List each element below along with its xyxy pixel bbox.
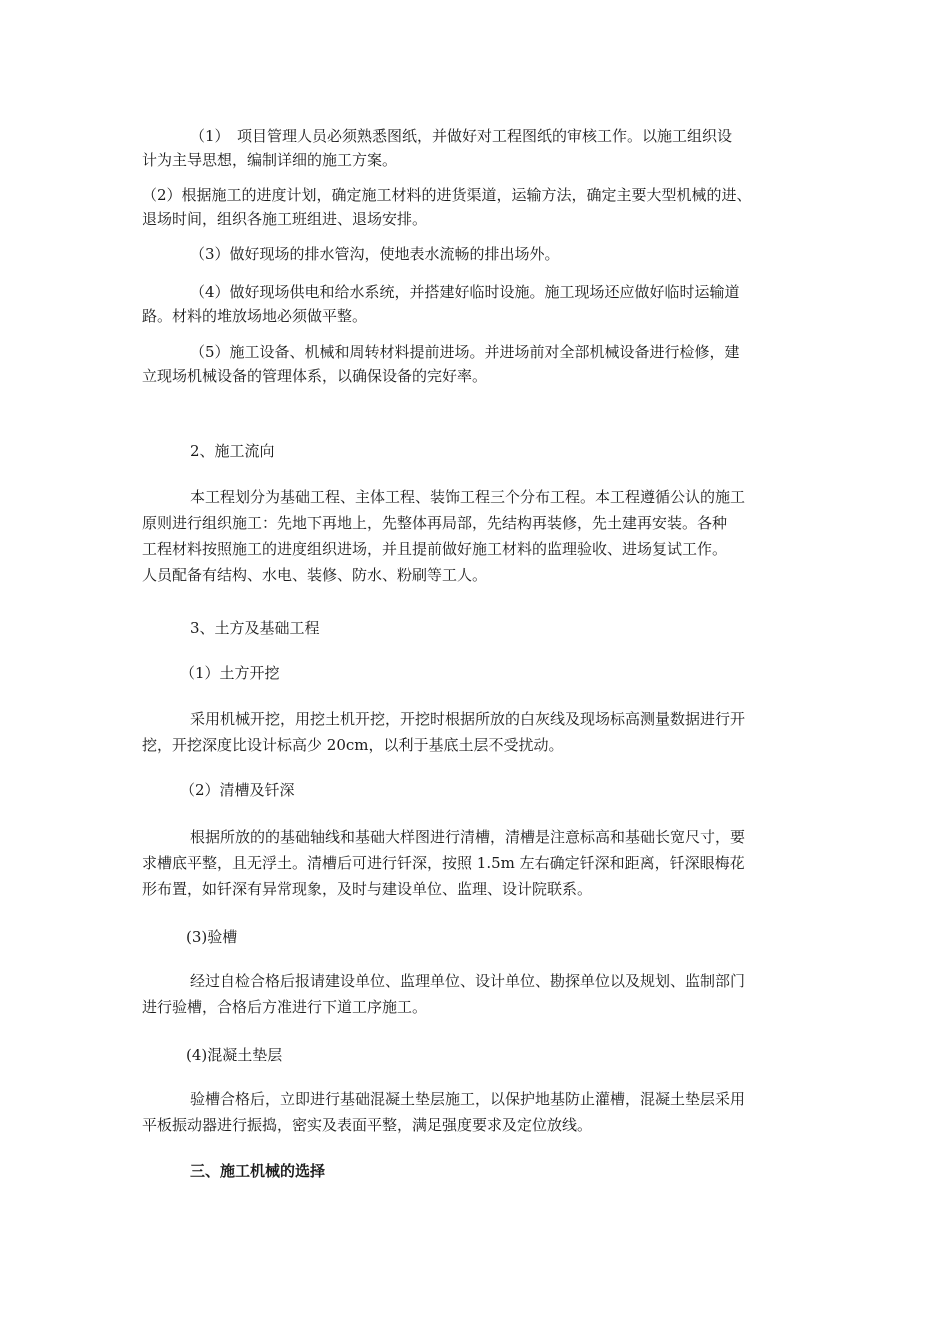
prep-item-5 bbox=[142, 340, 740, 388]
section-2-body bbox=[142, 484, 745, 588]
subsection-2-body bbox=[142, 824, 745, 902]
prep-item-2-line-1: （2）根据施工的进度计划，确定施工材料的进货渠道，运输方法，确定主要大型机械的进、 bbox=[142, 186, 752, 204]
subsection-4-body bbox=[142, 1086, 745, 1138]
prep-item-2-line-2: 退场时间，组织各施工班组进、退场安排。 bbox=[142, 210, 428, 228]
prep-item-1-line-1: （1） 项目管理人员必须熟悉图纸，并做好对工程图纸的审核工作。以施工组织设 bbox=[190, 127, 733, 145]
subsection-1-body-line-2: 挖，开挖深度比设计标高少 20cm，以利于基底土层不受扰动。 bbox=[142, 736, 564, 754]
subsection-4-body-line-2: 平板振动器进行振捣，密实及表面平整，满足强度要求及定位放线。 bbox=[142, 1116, 593, 1134]
subsection-2-body-line-1: 根据所放的的基础轴线和基础大样图进行清槽，清槽是注意标高和基础长宽尺寸，要 bbox=[190, 828, 746, 846]
prep-item-3 bbox=[190, 242, 560, 266]
prep-item-3-line-1: （3）做好现场的排水管沟，使地表水流畅的排出场外。 bbox=[190, 245, 560, 263]
subsection-4-body-line-1: 验槽合格后，立即进行基础混凝土垫层施工，以保护地基防止灌槽，混凝土垫层采用 bbox=[190, 1090, 746, 1108]
subsection-1-body-line-1: 采用机械开挖，用挖土机开挖，开挖时根据所放的白灰线及现场标高测量数据进行开 bbox=[190, 710, 746, 728]
prep-item-4-line-2: 路。材料的堆放场地必须做平整。 bbox=[142, 307, 368, 325]
prep-item-4-line-1: （4）做好现场供电和给水系统，并搭建好临时设施。施工现场还应做好临时运输道 bbox=[190, 283, 740, 301]
subsection-2-heading: （2）清槽及钎深 bbox=[180, 781, 295, 799]
prep-item-2 bbox=[142, 183, 752, 231]
section-2-body-line-2: 原则进行组织施工：先地下再地上，先整体再局部，先结构再装修，先土建再安装。各种 bbox=[142, 514, 728, 532]
prep-item-5-line-2: 立现场机械设备的管理体系，以确保设备的完好率。 bbox=[142, 367, 488, 385]
prep-item-1-line-2: 计为主导思想，编制详细的施工方案。 bbox=[142, 151, 398, 169]
section-2-body-line-4: 人员配备有结构、水电、装修、防水、粉刷等工人。 bbox=[142, 566, 488, 584]
prep-item-1 bbox=[142, 124, 732, 172]
section-2-body-line-1: 本工程划分为基础工程、主体工程、装饰工程三个分布工程。本工程遵循公认的施工 bbox=[190, 488, 746, 506]
section-three-heading: 三、施工机械的选择 bbox=[190, 1162, 326, 1180]
subsection-3-body-line-2: 进行验槽，合格后方准进行下道工序施工。 bbox=[142, 998, 428, 1016]
subsection-3-body bbox=[142, 968, 745, 1020]
subsection-2-body-line-3: 形布置，如钎深有异常现象，及时与建设单位、监理、设计院联系。 bbox=[142, 880, 593, 898]
subsection-4-heading: (4)混凝土垫层 bbox=[186, 1046, 283, 1064]
subsection-3-body-line-1: 经过自检合格后报请建设单位、监理单位、设计单位、勘探单位以及规划、监制部门 bbox=[190, 972, 746, 990]
subsection-1-body bbox=[142, 706, 745, 758]
prep-item-5-line-1: （5）施工设备、机械和周转材料提前进场。并进场前对全部机械设备进行检修，建 bbox=[190, 343, 740, 361]
section-2-heading: 2、施工流向 bbox=[190, 442, 275, 460]
subsection-2-body-line-2: 求槽底平整，且无浮土。清槽后可进行钎深，按照 1.5m 左右确定钎深和距离，钎深眼梅花 bbox=[142, 854, 745, 872]
subsection-3-heading: (3)验槽 bbox=[186, 928, 238, 946]
subsection-1-heading: （1）土方开挖 bbox=[180, 664, 280, 682]
prep-item-4 bbox=[142, 280, 740, 328]
section-3-heading: 3、土方及基础工程 bbox=[190, 619, 320, 637]
section-2-body-line-3: 工程材料按照施工的进度组织进场，并且提前做好施工材料的监理验收、进场复试工作。 bbox=[142, 540, 728, 558]
